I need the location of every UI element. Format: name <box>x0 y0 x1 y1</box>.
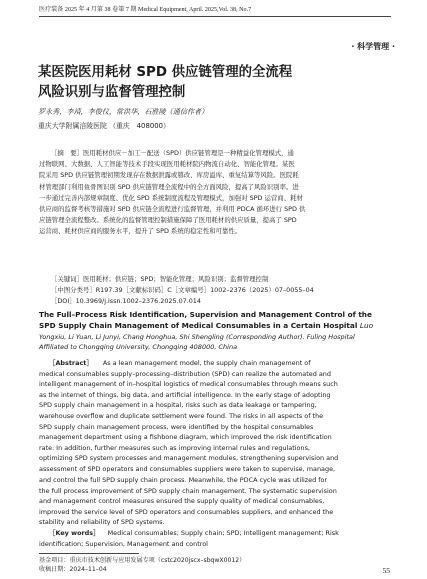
authors-en <box>39 332 391 352</box>
abstract-en-line <box>39 358 391 369</box>
abstract-en-tail <box>39 475 391 496</box>
abstract-cn <box>39 148 389 238</box>
abstract-en-line: stability and reliability of SPD systems. <box>39 518 165 526</box>
abstract-cn-line: 一步通过完善内部规章制度、优化 SPD 系统制度流程及管理模式，加强对 SPD 运营商、耗材 <box>39 193 303 202</box>
keywords-en-label: ［Key words］ <box>49 529 100 537</box>
title-en-line-text: SPD Supply Chain Management of Medical Consumables in a Certain Hospital <box>39 320 358 330</box>
title-en-line <box>39 321 391 332</box>
footnote-divider <box>39 553 139 554</box>
authors-cn: 罗永秀，李靖，李俊仪，常洪华，石胜陵（通信作者） <box>38 107 209 116</box>
page-number: 55 <box>382 566 390 575</box>
footnote-fund: 基金项目：重庆市技术创新与应用发展专项（cstc2020jscx–sbqwX0012） <box>39 557 246 564</box>
abstract-cn-line: ［摘 要］医用耗材供应－加工－配送（SPD）供应链管理是一种精益化管理模式，通 <box>51 149 294 157</box>
abstract-en-tail-2 <box>39 496 391 517</box>
abstract-en-tail-3 <box>39 517 391 528</box>
title-cn-line: 某医院医用耗材 SPD 供应链管理的全流程 <box>38 65 293 80</box>
doi: ［DOI］10.3969/j.issn.1002–2376.2025.07.014 <box>51 297 201 305</box>
affiliation-cn <box>38 121 298 131</box>
abstract-en-line: as the internet of things, big data, and artificial intelligence. In the early stage of adopting <box>39 390 331 399</box>
abstract-en-line: optimizing SPD system processes and management modules, strengthening supervision and <box>39 454 339 463</box>
abstract-en-line: SPD supply chain management in a hospital, risks such as data leakage or tampering, <box>39 401 317 410</box>
footnote <box>39 556 379 574</box>
keywords-en-line: identification; Supervision, Management and control <box>39 539 208 548</box>
abstract-en <box>39 358 391 475</box>
title-en <box>39 310 391 331</box>
abstract-cn-line: 应链管理全流程整改。系统化的监督管理控制措施保障了医用耗材的供应质量，提高了 SPD <box>39 216 297 225</box>
authors-en-line: Yongxiu, Li Yuan, Li Junyi, Chang Honghua, Shi Shengling (Corresponding Author). Fuling Hospital <box>39 333 355 341</box>
abstract-cn-line: 材管理部门利用鱼骨图识别 SPD 供应链管理全流程中的全方面风险，提高了风险识别率。进 <box>39 182 299 191</box>
abstract-en-line: and control the full SPD supply chain process. Meanwhile, the PDCA cycle was utilized for <box>39 476 328 484</box>
abstract-cn-line: 供应商的监督考核等措施对 SPD 供应链全流程进行监督管理，并利用 PDCA 循环进行 SPD 供 <box>39 205 306 214</box>
abstract-en-line: management department using a fishbone diagram, which improved the risk identification <box>39 433 332 442</box>
classification-cn: ［中图分类号］R197.39［文献标识码］C［文章编号］1002–2376（2025）07–0055–04 <box>51 286 314 294</box>
abstract-en-line: and management control measures ensured the supply quality of medical consumables, <box>39 497 325 505</box>
abstract-en-line: the full process improvement of SPD supply chain management. The systematic supervision <box>39 486 337 495</box>
keywords-en-line <box>39 528 391 539</box>
section-tag: · 科学管理 · <box>351 42 395 51</box>
abstract-en-line: SPD supply chain management process, were identified by the hospital consumables <box>39 422 314 431</box>
abstract-en-line: assessment of SPD operators and consumables suppliers were taken to supervise, manage, <box>39 464 336 473</box>
abstract-en-line: warehouse overflow and duplicate settlement were found. The risks in all aspects of the <box>39 411 324 420</box>
abstract-cn-line: 院采用 SPD 供应链管理初期发现存在数据泄露或篡改、库房溢库、重复结算等风险。医院耗 <box>39 171 299 180</box>
title-cn-line: 风险识别与监督管理控制 <box>38 85 186 100</box>
abstract-en-line: improved the service level of SPD operators and consumables suppliers, and enhanced the <box>39 507 334 516</box>
affiliation-location: （重庆 408000） <box>109 122 170 130</box>
affiliation-name: 重庆大学附属涪陵医院 <box>38 122 107 130</box>
footnote-received: 收稿日期：2024–11–04 <box>39 566 107 573</box>
abstract-cn-line: 运营商、耗材供应商的服务水平，提升了 SPD 系统的稳定性和可靠性。 <box>39 227 242 236</box>
title-cn <box>38 63 338 103</box>
authors-en-line: Affiliated to Chongqing University, Chongqing 408000, China <box>39 343 238 351</box>
keywords-cn: ［关键词］医用耗材；供应链；SPD；智能化管理；风险识别；监督管理控制 <box>51 275 269 283</box>
abstract-en-line: medical consumables supply–processing–distribution (SPD) can realize the automated and <box>39 369 331 378</box>
title-en-line: The Full–Process Risk Identification, Supervision and Management Control of the <box>39 310 372 319</box>
abstract-en-line: rate. In addition, further measures such as improving internal rules and regulations, <box>39 443 310 452</box>
running-head: 医疗装备 2025 年 4 月第 38 卷第 7 期 Medical Equipment, April. 2025,Vol. 38, No.7 <box>39 7 252 13</box>
header-divider <box>39 16 391 17</box>
abstract-en-line: intelligent management of in–hospital logistics of medical consumables through means such <box>39 380 338 389</box>
abstract-en-label: ［Abstract］ <box>49 359 93 367</box>
keywords-en <box>39 528 391 549</box>
authors-en-head: Luo <box>359 320 374 330</box>
abstract-cn-line: 过物联网、大数据、人工智能等技术手段实现医用耗材院内物流自动化、智能化管理。某医 <box>39 160 295 169</box>
abstract-en-first-line: As a lean management model, the supply chain management of <box>102 359 311 367</box>
keywords-en-first: Medical consumables; Supply chain; SPD; Intelligent management; Risk <box>107 529 339 537</box>
